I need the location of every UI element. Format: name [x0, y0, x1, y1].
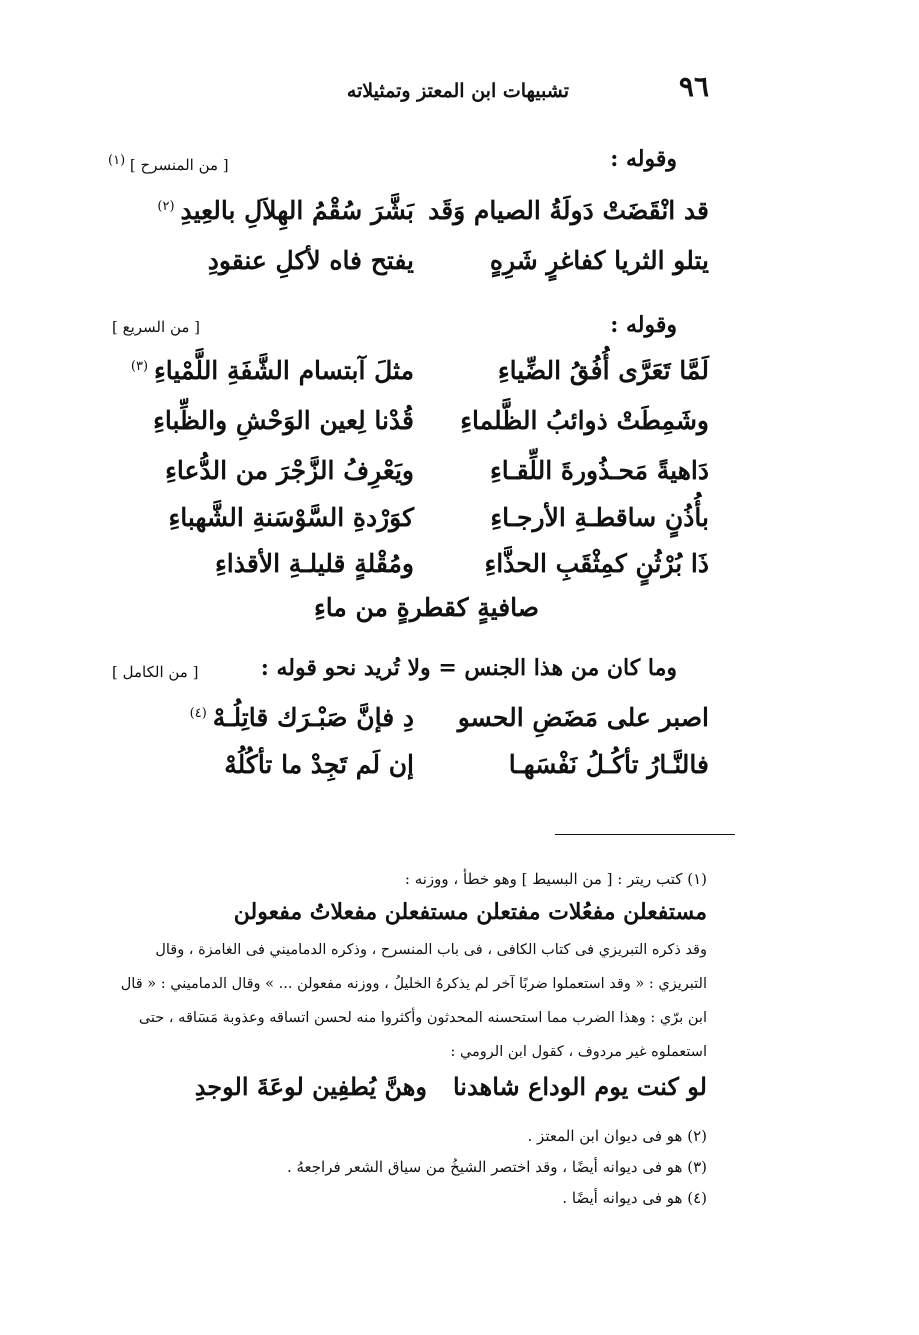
- hemistich-second: ويَعْرِفُ الزَّجْرَ من الدُّعاءِ: [165, 456, 414, 485]
- section-1-meter-label: [ من المنسرح ]: [129, 156, 229, 174]
- hemistich-second: كوَرْدةِ السَّوْسَنةِ الشَّهباءِ: [168, 503, 414, 532]
- footnote-3: (٣) هو فى ديوانه أيضًا ، وقد اختصر الشيخُ من سياق الشعر فراجعهُ .: [286, 1158, 707, 1176]
- footnote-line: استعملوه غير مردوف ، كقول ابن الرومي :: [450, 1044, 707, 1060]
- hemistich-first: لو كنت يوم الوداع شاهدنا: [452, 1072, 707, 1101]
- hemistich-first: فالنَّـارُ تأكُـلُ نَفْسَهـا: [508, 750, 709, 779]
- section-3-intro: وما كان من هذا الجنس = ولا تُريد نحو قوله :: [260, 655, 677, 681]
- footnote-4: (٤) هو فى ديوانه أيضًا .: [562, 1189, 707, 1207]
- section-3-meter: [ من الكامل ]: [112, 663, 199, 681]
- footnote-1-scansion: مستفعلن مفعُلات مفتعلن مستفعلن مفعلاتُ مفعولن: [233, 899, 707, 925]
- hemistich-first: قد انْقَضَتْ دَولَةُ الصيام وَقَد: [428, 196, 709, 225]
- footnote-ref: (٢): [157, 198, 175, 214]
- verse-2-5: [169, 549, 709, 589]
- hemistich-first: ذَا بُرْثُنٍ كمِثْقَبِ الحذَّاءِ: [484, 549, 709, 578]
- hemistich-second: بَشَّرَ سُقْمُ الهِلاَلِ بالعِيدِ$^{(٢)}$: [157, 196, 414, 225]
- hemistich-second: وهنَّ يُطفِين لوعَةَ الوجدِ: [194, 1072, 427, 1101]
- running-title: تشبيهات ابن المعتز وتمثيلاته: [346, 80, 569, 102]
- hemistich-second: مثلَ آبتسام الشَّفَةِ اللَّمْياءِ$^{(٣)}$: [130, 356, 414, 385]
- hemistich-first: اصبر على مَضَضِ الحسو: [457, 703, 709, 732]
- footnote-separator: [555, 834, 735, 835]
- verse-3-2: [169, 750, 709, 790]
- hemistich-second: ومُقْلةٍ قليلـةِ الأقذاءِ: [215, 549, 414, 578]
- verse-3-1: [169, 703, 709, 743]
- hemistich-second: إن لَم تَجِدْ ما تأكُلُهْ: [224, 750, 414, 779]
- hemistich-second: قُدْنا لِعين الوَحْشِ والظِّباءِ: [153, 406, 414, 435]
- verse-2-4: [169, 503, 709, 543]
- verse-1-1: [157, 196, 709, 236]
- footnote-line: وقد ذكره التبريزي فى كتاب الكافى ، فى باب المنسرح ، وذكره الدماميني فى الغامزة ، وقال: [155, 942, 707, 958]
- hemistich-first: لَمَّا تَعَرَّى أُفُقُ الضِّياءِ: [497, 356, 709, 385]
- section-2-intro: وقوله :: [610, 312, 677, 338]
- footnote-line: ابن برّي : وهذا الضرب مما استحسنه المحدثون وأكثروا منه لحسن اتساقه وعذوبة مَسَاقه ، حتى: [138, 1010, 707, 1026]
- footnote-ref: (٣): [130, 358, 149, 374]
- verse-2-1: [130, 356, 709, 396]
- section-1-meter: [108, 153, 229, 174]
- verse-2-3: [165, 456, 709, 496]
- single-line-verse: صافيةٍ كقطرةٍ من ماءِ: [314, 593, 539, 622]
- section-2-meter: [ من السريع ]: [112, 318, 201, 336]
- page-number: ٩٦: [678, 70, 709, 103]
- hemistich-second: دِ فإنَّ صَبْـرَك قاتِلُـهْ$^{(٤)}$: [189, 703, 414, 732]
- section-1-note-ref: (١): [108, 153, 126, 168]
- verse-1-2: [169, 246, 709, 286]
- hemistich-first: دَاهيةً مَحـذُورةَ اللِّقـاءِ: [489, 456, 709, 485]
- hemistich-second: يفتح فاه لأكلِ عنقودِ: [207, 246, 414, 275]
- footnote-1-text: [120, 933, 707, 1069]
- footnote-line: التبريزي : « وقد استعملوا ضربًا آخر لم يذكرهُ الخليلُ ، ووزنه مفعولن ... » وقال الدماميني : « قال: [120, 976, 707, 992]
- verse-2-2: [153, 406, 709, 446]
- section-1-intro: وقوله :: [610, 146, 677, 172]
- hemistich-first: يتلو الثريا كفاغرٍ شَرِهٍ: [489, 246, 709, 275]
- footnote-1-verse: [187, 1072, 707, 1112]
- footnote-ref: (٤): [189, 705, 207, 721]
- hemistich-first: بأُذُنٍ ساقطـةِ الأرجـاءِ: [490, 503, 709, 532]
- hemistich-first: وشَمِطَتْ ذوائبُ الظَّلماءِ: [460, 406, 709, 435]
- footnote-2: (٢) هو فى ديوان ابن المعتز .: [527, 1127, 707, 1145]
- footnote-1-intro: (١) كتب ريتر : [ من البسيط ] وهو خطأ ، ووزنه :: [404, 870, 707, 888]
